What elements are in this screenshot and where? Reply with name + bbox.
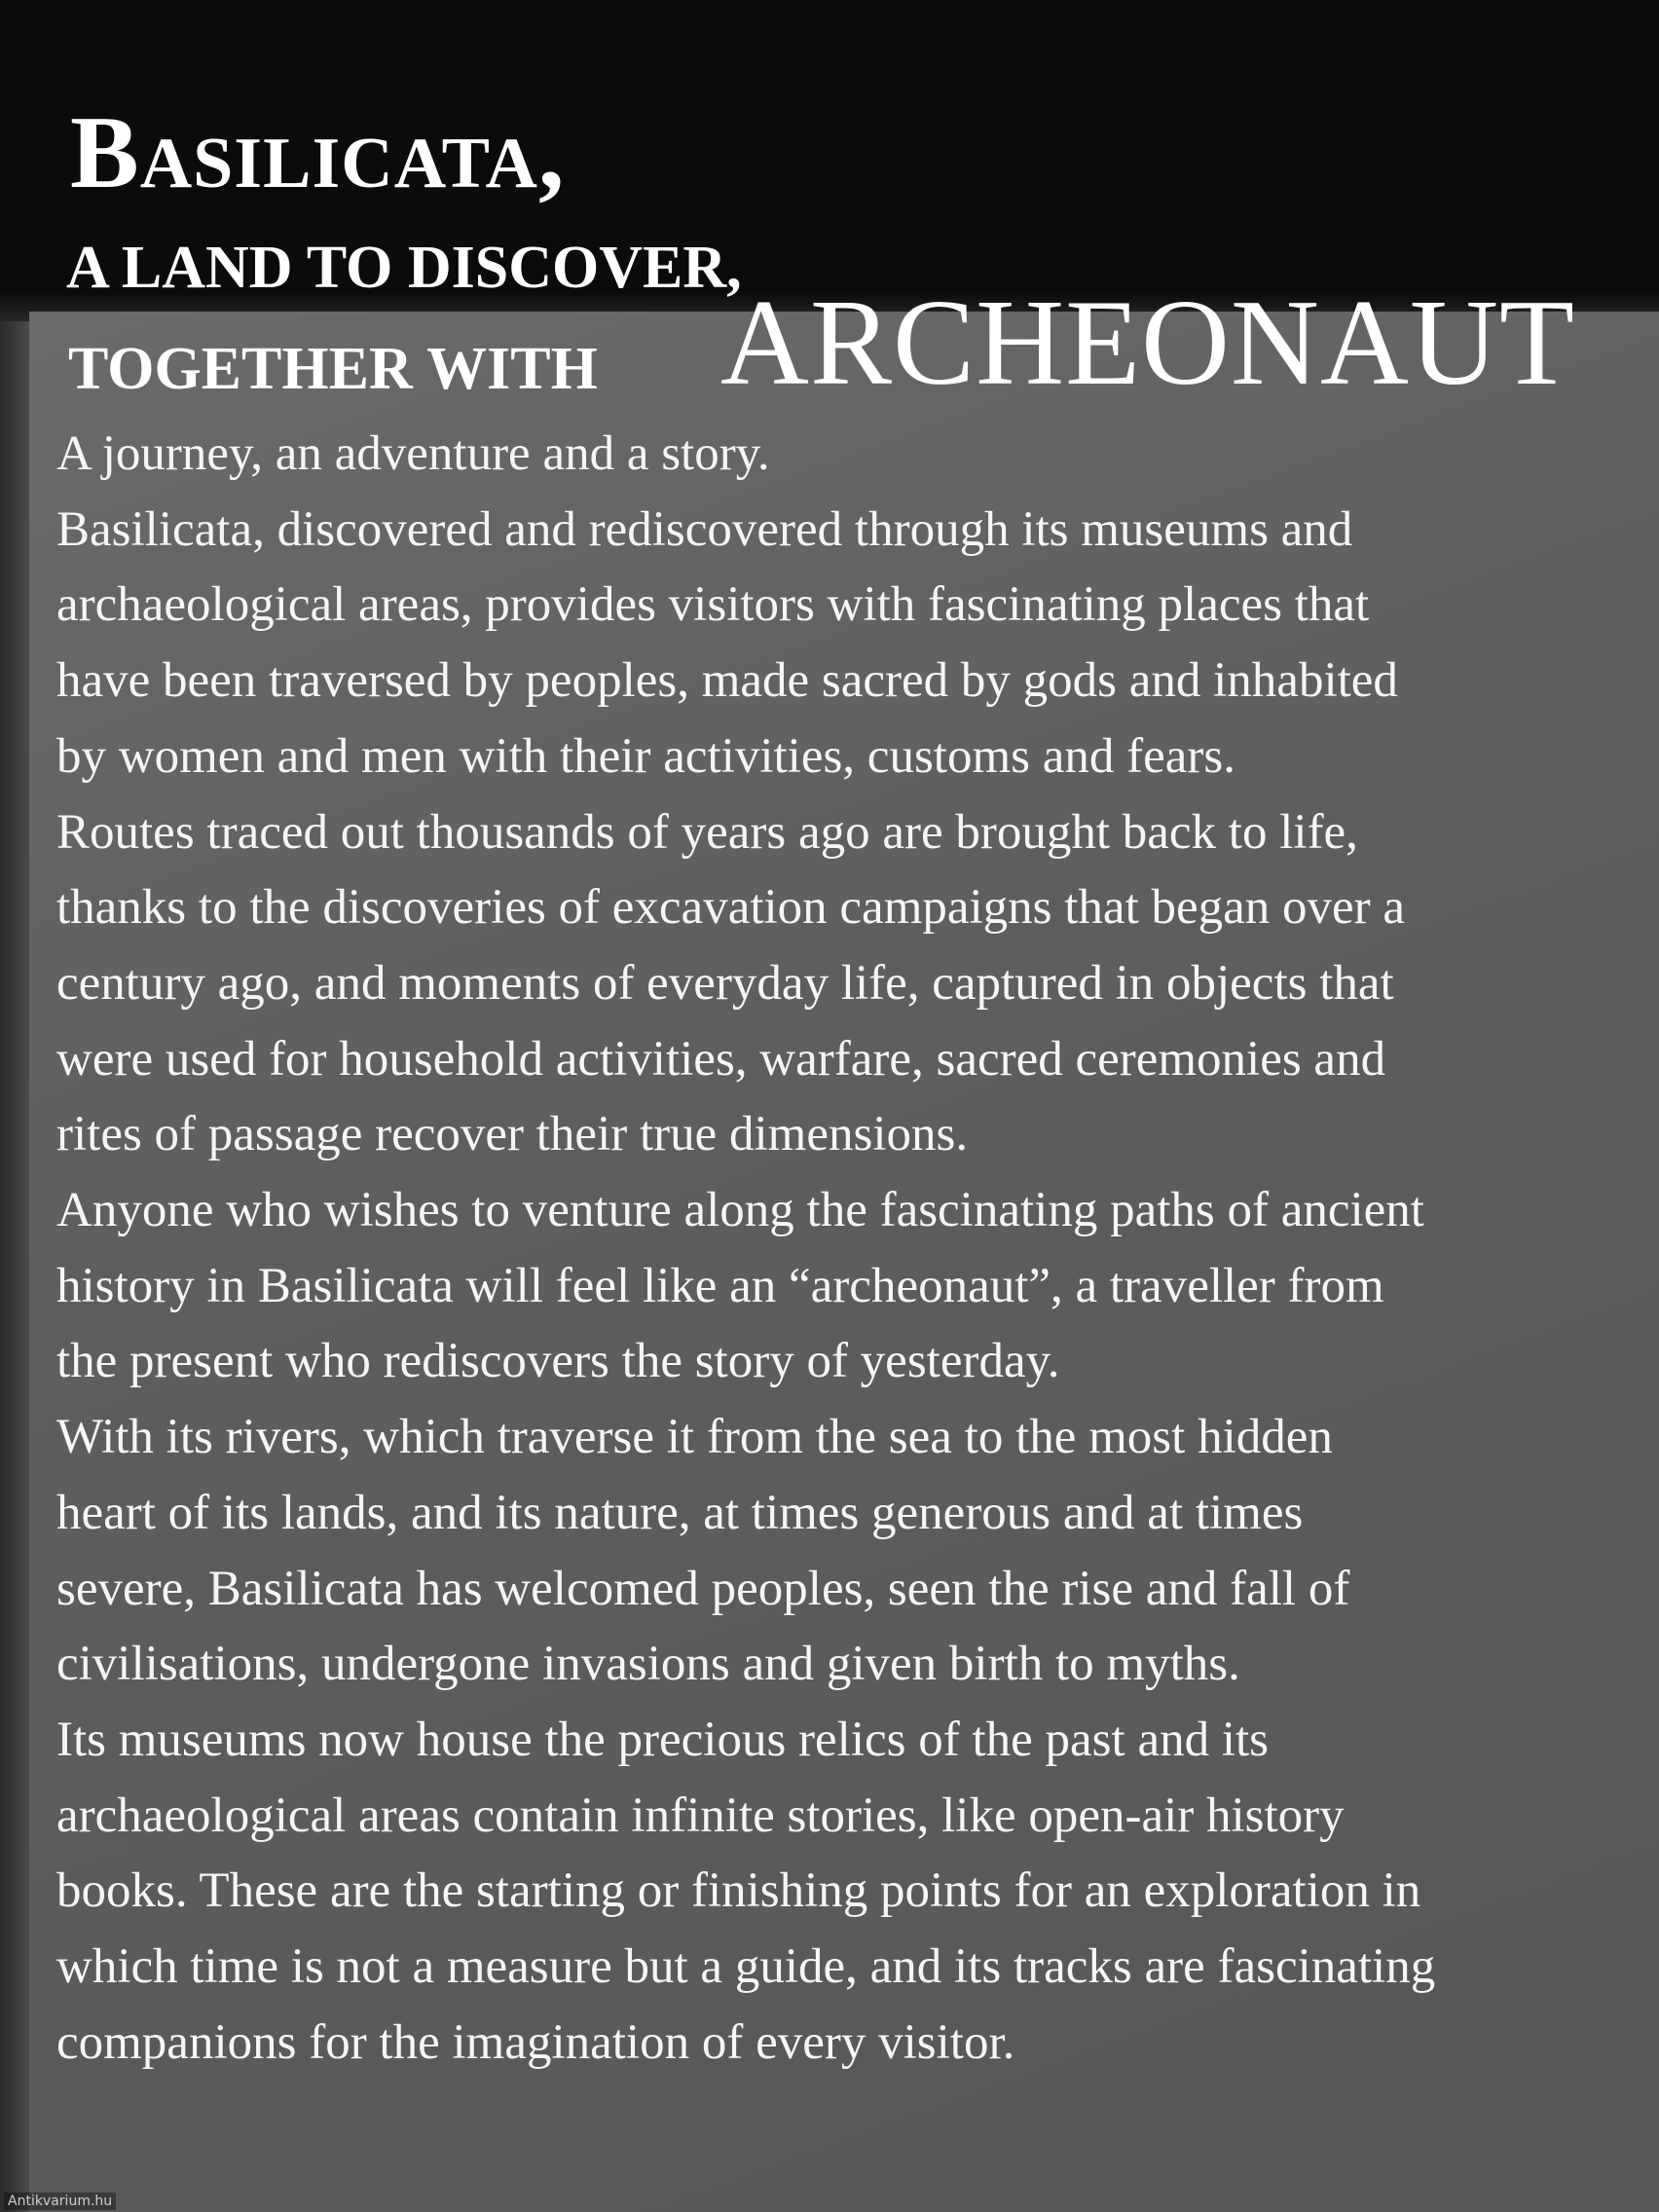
title-subtitle-line-1: A LAND TO DISCOVER, [66,235,742,301]
body-line: which time is not a measure but a guide, and its tracks are fascinating [56,1939,1436,1995]
title-subtitle-line-2: TOGETHER WITH [68,336,598,402]
body-line: civilisations, undergone invasions and given birth to myths. [56,1637,1240,1692]
left-shadow-edge [0,321,29,2212]
title-brand: ARCHEONAUT [720,276,1575,411]
body-line: companions for the imagination of every visitor. [56,2014,1015,2070]
body-line: Its museums now house the precious relics of the past and its [56,1712,1270,1767]
title-main: Basilicata, [70,95,566,209]
body-line: the present who rediscovers the story of yesterday. [56,1334,1060,1389]
watermark: Antikvarium.hu [4,2193,116,2210]
body-line: Anyone who wishes to venture along the fascinating paths of ancient [56,1183,1424,1238]
body-line: by women and men with their activities, customs and fears. [56,728,1235,784]
body-line: With its rivers, which traverse it from the sea to the most hidden [56,1410,1333,1465]
body-line: Basilicata, discovered and rediscovered through its museums and [56,501,1353,557]
body-line: Routes traced out thousands of years ago are brought back to life, [56,804,1358,860]
body-line: have been traversed by peoples, made sacred by gods and inhabited [56,653,1398,709]
body-line: A journey, an adventure and a story. [56,426,770,481]
body-line: thanks to the discoveries of excavation campaigns that began over a [56,880,1406,936]
body-line: rites of passage recover their true dimensions. [56,1107,969,1162]
body-line: archaeological areas contain infinite stories, like open-air history [56,1788,1345,1843]
body-line: century ago, and moments of everyday life, captured in objects that [56,955,1394,1011]
body-line: heart of its lands, and its nature, at times generous and at times [56,1485,1304,1540]
body-line: severe, Basilicata has welcomed peoples, seen the rise and fall of [56,1561,1350,1616]
body-line: books. These are the starting or finishing points for an exploration in [56,1863,1421,1919]
body-text [56,417,1575,2081]
body-line: history in Basilicata will feel like an “archeonaut”, a traveller from [56,1258,1384,1313]
body-line: archaeological areas, provides visitors with fascinating places that [56,577,1370,633]
body-line: were used for household activities, warfare, sacred ceremonies and [56,1031,1386,1087]
